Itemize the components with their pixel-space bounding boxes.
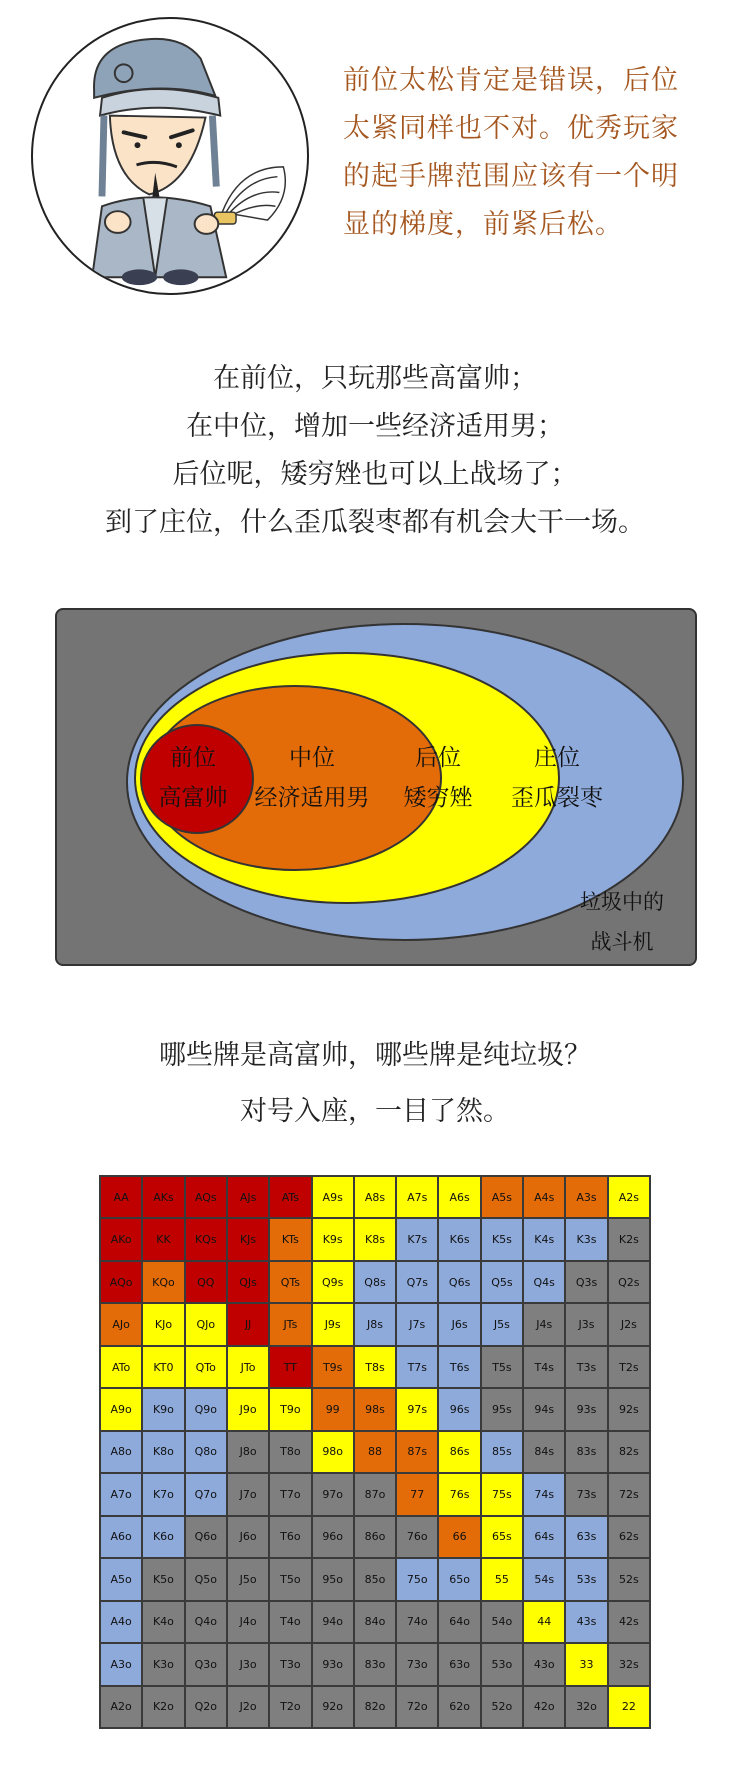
hand-cell: 95o [313, 1559, 353, 1599]
intro-line: 在中位，增加一些经济适用男； [186, 411, 564, 442]
hand-cell: A5s [482, 1177, 522, 1217]
hand-cell: JTo [228, 1347, 268, 1387]
hand-cell: 86s [439, 1432, 479, 1472]
hand-cell: QQ [186, 1262, 226, 1302]
hand-cell: K2s [609, 1219, 649, 1259]
hand-cell: 64s [524, 1517, 564, 1557]
hand-cell: 97s [397, 1389, 437, 1429]
quote-line: 的起手牌范围应该有一个明 [343, 161, 679, 192]
hand-cell: A4s [524, 1177, 564, 1217]
question-paragraph [0, 1028, 750, 1140]
zone-early-text [133, 738, 253, 818]
hand-cell: K5o [143, 1559, 183, 1599]
hand-cell: T5s [482, 1347, 522, 1387]
hand-cell: T6o [270, 1517, 310, 1557]
hand-cell: A8o [101, 1432, 141, 1472]
intro-line: 在前位，只玩那些高富帅； [213, 363, 537, 394]
hand-cell: K3o [143, 1644, 183, 1684]
hand-cell: Q7o [186, 1474, 226, 1514]
hand-cell: QTs [270, 1262, 310, 1302]
quote-line: 太紧同样也不对。优秀玩家 [343, 113, 679, 144]
hand-cell: J9o [228, 1389, 268, 1429]
hand-cell: 94o [313, 1602, 353, 1642]
hand-cell: 73s [566, 1474, 606, 1514]
hand-cell: J7o [228, 1474, 268, 1514]
hand-cell: 64o [439, 1602, 479, 1642]
hand-cell: 92o [313, 1687, 353, 1727]
hand-cell: A2s [609, 1177, 649, 1217]
hand-cell: 87o [355, 1474, 395, 1514]
hand-cell: KTs [270, 1219, 310, 1259]
hand-cell: Q3s [566, 1262, 606, 1302]
hand-cell: J4o [228, 1602, 268, 1642]
zone-middle-position: 中位 [289, 745, 335, 771]
hand-cell: T3o [270, 1644, 310, 1684]
hand-cell: Q5o [186, 1559, 226, 1599]
hand-cell: J2s [609, 1304, 649, 1344]
hand-cell: AKo [101, 1219, 141, 1259]
hand-cell: AJs [228, 1177, 268, 1217]
hand-cell: Q2o [186, 1687, 226, 1727]
hand-cell: 43o [524, 1644, 564, 1684]
hand-cell: 65s [482, 1517, 522, 1557]
intro-line: 到了庄位，什么歪瓜裂枣都有机会大干一场。 [105, 507, 645, 538]
zone-late-label: 矮穷矬 [403, 785, 473, 811]
question-line: 哪些牌是高富帅，哪些牌是纯垃圾？ [159, 1040, 591, 1071]
hand-cell: A5o [101, 1559, 141, 1599]
zone-middle-text [237, 738, 387, 818]
hand-cell: K7o [143, 1474, 183, 1514]
hand-cell: 75s [482, 1474, 522, 1514]
hand-cell: J6o [228, 1517, 268, 1557]
hand-cell: AQo [101, 1262, 141, 1302]
hand-cell: J5s [482, 1304, 522, 1344]
hand-cell: ATo [101, 1347, 141, 1387]
hand-cell: 53s [566, 1559, 606, 1599]
hand-cell: Q9o [186, 1389, 226, 1429]
hand-cell: 42o [524, 1687, 564, 1727]
hand-cell: 93s [566, 1389, 606, 1429]
hand-cell: 76o [397, 1517, 437, 1557]
hand-cell: 83s [566, 1432, 606, 1472]
hand-cell: K5s [482, 1219, 522, 1259]
hand-cell: 84o [355, 1602, 395, 1642]
hand-cell: KJs [228, 1219, 268, 1259]
zone-early-position: 前位 [170, 745, 216, 771]
hand-cell: 95s [482, 1389, 522, 1429]
hand-cell: A6s [439, 1177, 479, 1217]
hand-cell: K7s [397, 1219, 437, 1259]
hand-cell: 74o [397, 1602, 437, 1642]
hand-cell: 62o [439, 1687, 479, 1727]
hand-cell: Q6o [186, 1517, 226, 1557]
hand-cell: J8o [228, 1432, 268, 1472]
hand-cell: 72o [397, 1687, 437, 1727]
hand-cell: AJo [101, 1304, 141, 1344]
hand-cell: T2o [270, 1687, 310, 1727]
zone-button-label: 歪瓜裂枣 [511, 785, 603, 811]
hand-cell: 33 [566, 1644, 606, 1684]
hand-cell: T4o [270, 1602, 310, 1642]
trash-line-1: 垃圾中的 [580, 890, 664, 914]
hand-cell: J7s [397, 1304, 437, 1344]
hand-cell: T5o [270, 1559, 310, 1599]
hand-cell: J2o [228, 1687, 268, 1727]
zone-late-position: 后位 [415, 745, 461, 771]
hand-cell: T2s [609, 1347, 649, 1387]
hand-cell: 43s [566, 1602, 606, 1642]
hand-cell: 88 [355, 1432, 395, 1472]
question-line: 对号入座，一目了然。 [240, 1096, 510, 1127]
hand-cell: 52o [482, 1687, 522, 1727]
trash-line-2: 战斗机 [590, 930, 654, 954]
hand-cell: J4s [524, 1304, 564, 1344]
starting-hand-grid [99, 1175, 651, 1729]
hand-cell: 54o [482, 1602, 522, 1642]
hand-cell: 96o [313, 1517, 353, 1557]
hand-cell: 22 [609, 1687, 649, 1727]
hand-cell: 87s [397, 1432, 437, 1472]
hand-cell: Q7s [397, 1262, 437, 1302]
hand-cell: T3s [566, 1347, 606, 1387]
zone-middle-label: 经济适用男 [254, 785, 370, 811]
hand-cell: 63s [566, 1517, 606, 1557]
hand-cell: T4s [524, 1347, 564, 1387]
zone-button-position: 庄位 [534, 745, 580, 771]
hand-cell: AQs [186, 1177, 226, 1217]
hand-cell: 86o [355, 1517, 395, 1557]
hand-cell: J5o [228, 1559, 268, 1599]
hand-cell: Q3o [186, 1644, 226, 1684]
hand-cell: 32o [566, 1687, 606, 1727]
hand-cell: K8o [143, 1432, 183, 1472]
hand-cell: 42s [609, 1602, 649, 1642]
hand-cell: 62s [609, 1517, 649, 1557]
hand-cell: 52s [609, 1559, 649, 1599]
strategist-avatar [31, 17, 309, 295]
hand-cell: 82o [355, 1687, 395, 1727]
hand-cell: J3o [228, 1644, 268, 1684]
hand-cell: 73o [397, 1644, 437, 1684]
hand-cell: 53o [482, 1644, 522, 1684]
zone-late-text [383, 738, 493, 818]
hand-cell: AKs [143, 1177, 183, 1217]
hand-cell: 97o [313, 1474, 353, 1514]
hand-cell: K2o [143, 1687, 183, 1727]
hand-cell: T7o [270, 1474, 310, 1514]
hand-cell: A6o [101, 1517, 141, 1557]
hand-cell: 98s [355, 1389, 395, 1429]
hand-cell: K9o [143, 1389, 183, 1429]
quote-line: 前位太松肯定是错误，后位 [343, 65, 679, 96]
hand-cell: 63o [439, 1644, 479, 1684]
hand-cell: 44 [524, 1602, 564, 1642]
hand-cell: 99 [313, 1389, 353, 1429]
hand-cell: QJs [228, 1262, 268, 1302]
hand-cell: K6s [439, 1219, 479, 1259]
hand-cell: K4s [524, 1219, 564, 1259]
hand-cell: KT0 [143, 1347, 183, 1387]
quote-line: 显的梯度，前紧后松。 [343, 209, 623, 240]
hand-cell: A7o [101, 1474, 141, 1514]
strategy-quote [343, 57, 723, 249]
hand-cell: 76s [439, 1474, 479, 1514]
hand-cell: 84s [524, 1432, 564, 1472]
hand-cell: J3s [566, 1304, 606, 1344]
hand-cell: KJo [143, 1304, 183, 1344]
hand-cell: J6s [439, 1304, 479, 1344]
hand-cell: Q4s [524, 1262, 564, 1302]
zone-early-label: 高富帅 [158, 785, 228, 811]
hand-cell: K3s [566, 1219, 606, 1259]
hand-cell: Q2s [609, 1262, 649, 1302]
hand-cell: 82s [609, 1432, 649, 1472]
intro-paragraph [0, 355, 750, 547]
hand-cell: K4o [143, 1602, 183, 1642]
hand-cell: 94s [524, 1389, 564, 1429]
hand-cell: QTo [186, 1347, 226, 1387]
hand-cell: 66 [439, 1517, 479, 1557]
hand-cell: 83o [355, 1644, 395, 1684]
hand-cell: TT [270, 1347, 310, 1387]
hand-cell: A3o [101, 1644, 141, 1684]
strategist-illustration [33, 19, 307, 293]
hand-cell: 55 [482, 1559, 522, 1599]
position-range-diagram [55, 608, 697, 966]
hand-cell: T7s [397, 1347, 437, 1387]
hand-cell: T8o [270, 1432, 310, 1472]
hand-cell: Q9s [313, 1262, 353, 1302]
hand-cell: Q5s [482, 1262, 522, 1302]
hand-cell: AA [101, 1177, 141, 1217]
intro-line: 后位呢，矮穷矬也可以上战场了； [172, 459, 578, 490]
hand-cell: JTs [270, 1304, 310, 1344]
hand-cell: A8s [355, 1177, 395, 1217]
hand-cell: K8s [355, 1219, 395, 1259]
hand-cell: KK [143, 1219, 183, 1259]
hand-cell: A4o [101, 1602, 141, 1642]
hand-cell: 75o [397, 1559, 437, 1599]
hand-cell: K6o [143, 1517, 183, 1557]
hand-cell: Q6s [439, 1262, 479, 1302]
hand-cell: QJo [186, 1304, 226, 1344]
hand-cell: T9s [313, 1347, 353, 1387]
hand-cell: 54s [524, 1559, 564, 1599]
hand-cell: T8s [355, 1347, 395, 1387]
hand-cell: K9s [313, 1219, 353, 1259]
hand-cell: 65o [439, 1559, 479, 1599]
hand-cell: 92s [609, 1389, 649, 1429]
trash-label [567, 882, 677, 962]
hand-cell: 96s [439, 1389, 479, 1429]
hand-cell: 85s [482, 1432, 522, 1472]
hand-cell: Q4o [186, 1602, 226, 1642]
hand-cell: A3s [566, 1177, 606, 1217]
hand-cell: 93o [313, 1644, 353, 1684]
hand-cell: A2o [101, 1687, 141, 1727]
hand-cell: JJ [228, 1304, 268, 1344]
hand-cell: 74s [524, 1474, 564, 1514]
hand-cell: A7s [397, 1177, 437, 1217]
hand-cell: A9o [101, 1389, 141, 1429]
hand-cell: J8s [355, 1304, 395, 1344]
hand-cell: 98o [313, 1432, 353, 1472]
hand-cell: Q8s [355, 1262, 395, 1302]
hand-cell: KQs [186, 1219, 226, 1259]
hand-cell: T6s [439, 1347, 479, 1387]
hand-cell: ATs [270, 1177, 310, 1217]
hand-cell: T9o [270, 1389, 310, 1429]
zone-button-text [497, 738, 617, 818]
hand-cell: J9s [313, 1304, 353, 1344]
hand-cell: 72s [609, 1474, 649, 1514]
hand-cell: A9s [313, 1177, 353, 1217]
hand-cell: 77 [397, 1474, 437, 1514]
hand-cell: Q8o [186, 1432, 226, 1472]
hand-cell: KQo [143, 1262, 183, 1302]
hand-cell: 85o [355, 1559, 395, 1599]
hand-cell: 32s [609, 1644, 649, 1684]
